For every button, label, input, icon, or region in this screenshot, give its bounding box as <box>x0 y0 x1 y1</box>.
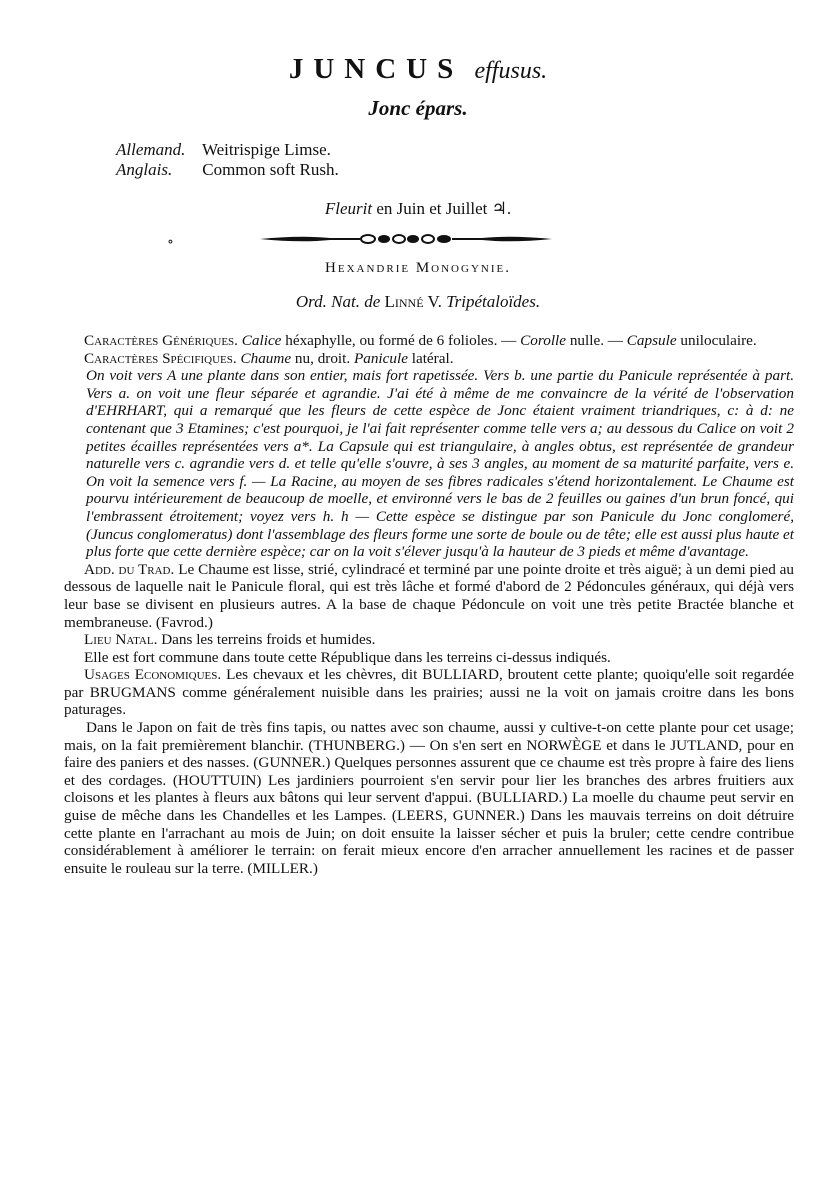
ornamental-rule <box>260 232 552 246</box>
french-name: Jonc épars. <box>368 96 468 120</box>
section-label: Add. du Trad. <box>84 560 175 578</box>
term-text: héxaphylle, ou formé de 6 folioles. — <box>285 332 517 349</box>
ordnat-prefix: Ord. Nat. de <box>295 292 381 311</box>
ordnat-number: V. <box>427 292 442 311</box>
section-text: Les chevaux et les chèvres, dit BULLIARD, broutent cette plante; quoiqu'elle soit regardée par BRUGMANS comme généralement nuisible dans les prairies; aussi ne la voit on jamais croitre dans les bons paturages. <box>64 666 795 719</box>
term-text: uniloculaire. <box>680 332 757 349</box>
term-label: Corolle <box>520 332 567 349</box>
term-label: Capsule <box>626 332 677 349</box>
section-text: Le Chaume est lisse, strié, cylindracé et terminé par une pointe droite et très aiguë; à un demi pied au dessous de laquelle nait le Panicule floral, qui est très lâche et formé d'abord de 2 Pédoncules généraux, qui déjà vers leur base se divisent en plusieurs autres. A la base de chaque Pédoncule on voit une très petite Bractée blanche et membraneuse. (Favrod.) <box>64 560 794 631</box>
vernacular-names <box>116 140 339 180</box>
section-label: Usages Economiques. <box>84 666 222 684</box>
vernacular-lang: Anglais. <box>116 160 173 179</box>
section-label: Caractères Spécifiques. <box>84 349 237 367</box>
linnaean-class: Hexandrie Monogynie. <box>325 260 511 276</box>
vernacular-german <box>116 140 339 160</box>
species-title <box>0 52 836 88</box>
flowering-text: en Juin et Juillet ♃. <box>376 199 512 218</box>
flowering-label: Fleurit <box>324 199 373 218</box>
specific-characters <box>64 350 794 368</box>
generic-characters <box>64 332 794 350</box>
native-habitat-note: Elle est fort commune dans toute cette République dans les terreins ci-dessus indiqués. <box>84 648 611 666</box>
term-text: nu, droit. <box>294 349 351 367</box>
species-epithet: effusus. <box>474 58 548 84</box>
ordnat-author: Linné <box>384 292 424 311</box>
vernacular-value: Common soft Rush. <box>202 160 339 179</box>
vernacular-value: Weitrispige Limse. <box>201 140 331 159</box>
term-label: Calice <box>241 332 282 349</box>
vernacular-english <box>116 160 339 180</box>
section-label: Lieu Natal. <box>84 631 158 649</box>
ornament-dot: ∘ <box>167 235 174 250</box>
natural-order <box>0 292 836 312</box>
ordnat-group: Tripétaloïdes. <box>446 292 541 311</box>
native-habitat <box>64 631 794 649</box>
term-text: nulle. — <box>569 332 623 349</box>
economic-uses <box>64 666 794 719</box>
term-label: Chaume <box>240 349 292 367</box>
term-label: Panicule <box>353 349 408 367</box>
vernacular-lang: Allemand. <box>116 140 186 159</box>
term-text: latéral. <box>411 349 454 367</box>
section-text: Dans les terreins froids et humides. <box>161 631 376 649</box>
translator-addition <box>64 561 794 631</box>
genus-name: JUNCUS <box>288 53 464 85</box>
section-label: Caractères Génériques. <box>84 332 238 349</box>
uses-paragraph: Dans le Japon on fait de très fins tapis, ou nattes avec son chaume, aussi y cultive-t-on cette plante pour cet usage; mais, on la fait premièrement blanchir. (THUNBERG.) — On s'en sert en NORWÈGE et dans le JUTLAND, pour en faire des paniers et des nasses. (GUNNER.) Quelques personnes assurent que ce chaume est très propre à faire des liens et des cordages. (HOUTTUIN) Les jardiniers pourroient s'en servir pour lier les branches des arbres fruitiers aux cloisons et les plantes à fleurs aux bâtons qui leur servent d'appui. (BULLIARD.) La moelle du chaume peut servir en guise de mêche dans les Chandelles et les Lampes. (LEERS, GUNNER.) Dans les mauvais terreins on doit détruire cette plante en l'arrachant au mois de Juin; on doit ensuite la laisser sécher et puis la bruler; cette cendre contribue considérablement à améliorer le terrain: on ferait mieux encore d'en arracher annuellement les racines et de passer ensuite le rouleau sur la terre. (MILLER.) <box>64 719 794 877</box>
flowering-period <box>0 199 836 219</box>
body-text <box>64 332 794 877</box>
plate-description: On voit vers A une plante dans son entier, mais fort rapetissée. Vers b. une partie du Panicule représentée à part. Vers a. on voit une fleur séparée et agrandie. J'ai été à même de me convaincre de la vérité de l'observation d'EHRHART, qui a remarqué que les fleurs de cette espèce de Jonc étaient vraiment triandriques, c: à d: ne contenant que 3 Etamines; c'est pourquoi, je l'ai fait représenter comme telle vers a; au dessous du Calice on voit 2 petites écailles représentées vers a*. La Capsule qui est triangulaire, à angles obtus, est représentée de grandeur naturelle vers c. agrandie vers d. et telle qu'elle s'ouvre, à ses 3 angles, au moment de sa maturité parfaite, vers e. On voit la semence vers f. — La Racine, au moyen de ses fibres radicales s'étend horizontalement. Le Chaume est pourvu intérieurement de beaucoup de moelle, et environné vers le bas de 2 feuilles ou gaines d'un brun foncé, qui l'embrassent étroitement; voyez vers h. h — Cette espèce se distingue par son Panicule du Jonc conglomeré, (Juncus conglomeratus) dont l'assemblage des fleurs forme une sorte de boule ou de tête; elle est aussi plus haute et plus forte que cette dernière espèce; car on la voit s'élever jusqu'à la hauteur de 3 pieds et même d'avantage. <box>86 367 794 561</box>
